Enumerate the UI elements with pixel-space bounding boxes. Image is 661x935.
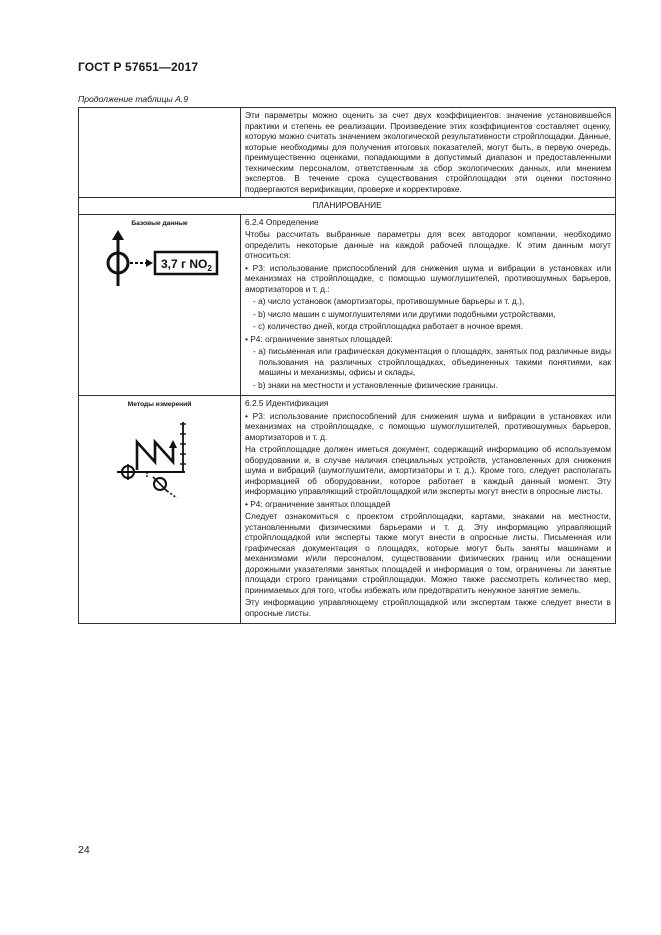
- intro-row: [79, 108, 616, 198]
- table-a9: [78, 107, 616, 624]
- methods-paragraph-2: Следует ознакомиться с проектом стройплощадки, картами, знаками на местности, установленными физическими барьерами и т. д. Эту информацию управляющий стройплощадкой или эксперты также могут внести в опросные листы. Письменная или графическая документация о площадях, которые могут быть заняты машинами и механизмами и/или персоналом, существовании физических границ или оснащении дорожными указателями занятых площадей и информация о том, ограничены ли занятые площади строго границами стройплощадки. Можно также рассмотреть количество мер, принимаемых для того, чтобы избежать или предотвратить ненужное занятие земель.: [245, 511, 611, 595]
- basic-data-picture-cell: [79, 214, 241, 396]
- p3-sub-c: - с) количество дней, когда стройплощадка работает в ночное время.: [253, 321, 523, 331]
- p4-sub-a: - а) письменная или графическая документация о площадях, занятых под различные виды пользования на различных стройплощадках, объединенных такими понятиями, как машины и механизмы, офисы и склады,: [253, 346, 611, 377]
- p3-item: • P3: использование приспособлений для снижения шума и вибрации в установках или механизмах на стройплощадке, с помощью шумоглушителей, противошумных барьеров, амортизаторов и т. д.:: [245, 262, 611, 294]
- heading-6-2-4: 6.2.4 Определение: [245, 216, 319, 227]
- arrow-up-icon: [169, 440, 177, 448]
- table-caption: Продолжение таблицы А.9: [78, 94, 188, 104]
- dashed-pointer: [167, 491, 177, 498]
- p3-sub-b: - b) число машин с шумоглушителями или другими подобными устройствами,: [253, 308, 556, 319]
- heading-6-2-5: 6.2.5 Идентификация: [245, 398, 329, 408]
- value-label: 3,7 г $NO_2$: [160, 257, 212, 274]
- p3-sub-a: - а) число установок (амортизаторы, противошумные барьеры и т. д.),: [253, 296, 525, 306]
- basic-intro: Чтобы рассчитать выбранные параметры для всех автодорог компании, необходимо определить некоторые данные на каждой рабочей площадке. К этим данным могут относиться:: [245, 229, 611, 260]
- methods-picture-cell: [79, 396, 241, 624]
- p4-sub-b: - b) знаки на местности и установленные физические границы.: [253, 379, 498, 390]
- methods-pictogram: [95, 412, 225, 500]
- arrow-head-icon: [112, 230, 124, 240]
- methods-p3-item: • P3: использование приспособлений для снижения шума и вибрации в установках или механизмах на стройплощадке, с помощью шумоглушителей, противошумных барьеров, амортизаторов и т. д.: [245, 410, 611, 442]
- standard-header: ГОСТ Р 57651—2017: [78, 60, 199, 74]
- methods-row: [79, 396, 616, 624]
- methods-pic-title: Методы измерений: [127, 401, 192, 408]
- basic-data-text-cell: [241, 214, 616, 396]
- methods-paragraph-3: Эту информацию управляющему стройплощадкой или экспертам также следует внести в опросные листы.: [245, 597, 611, 618]
- methods-text-cell: [241, 396, 616, 624]
- methods-paragraph-1: На стройплощадке должен иметься документ, содержащий информацию об используемом оборудовании и, в случае наличия специальных устройств, установленных для снижения шума и вибраций (шумоглушители, амортизаторы и т. д.). Кроме того, следует располагать информацией об оборудовании, которое работает в каждый данный момент. Эту информацию управляющий стройплощадкой или эксперты могут внести в опросные листы.: [245, 444, 611, 496]
- arrow-right-icon: [146, 259, 153, 267]
- basic-data-pic-title: Базовые данные: [131, 219, 188, 227]
- basic-data-pictogram: [95, 230, 225, 292]
- methods-p4-item: • P4: ограничение занятых площадей: [245, 498, 391, 509]
- section-row: [79, 198, 616, 215]
- basic-data-row: [79, 214, 616, 396]
- sawtooth-graph: [137, 442, 173, 470]
- intro-left-cell: [79, 108, 241, 198]
- page-number: 24: [78, 844, 90, 856]
- section-title: ПЛАНИРОВАНИЕ: [79, 198, 616, 215]
- intro-text: Эти параметры можно оценить за счет двух коэффициентов: значение установившейся практики и степень ее реализации. Произведение этих коэффициентов составляет оценку, которую можно считать значением экологической результативности стройплощадки. Данные, которые необходимы для получения итоговых показателей, могут быть, в первую очередь, преимущественно оценками, попадающими в допустимый диапазон и предоставленными техническим персоналом, ответственным за сбор экологических данных, или мнением экспертов. В течение срока существования стройплощадки эти оценки постоянно подвергаются верификации, проверке и корректировке.: [241, 108, 616, 198]
- p4-item: • P4: ограничение занятых площадей:: [245, 333, 393, 344]
